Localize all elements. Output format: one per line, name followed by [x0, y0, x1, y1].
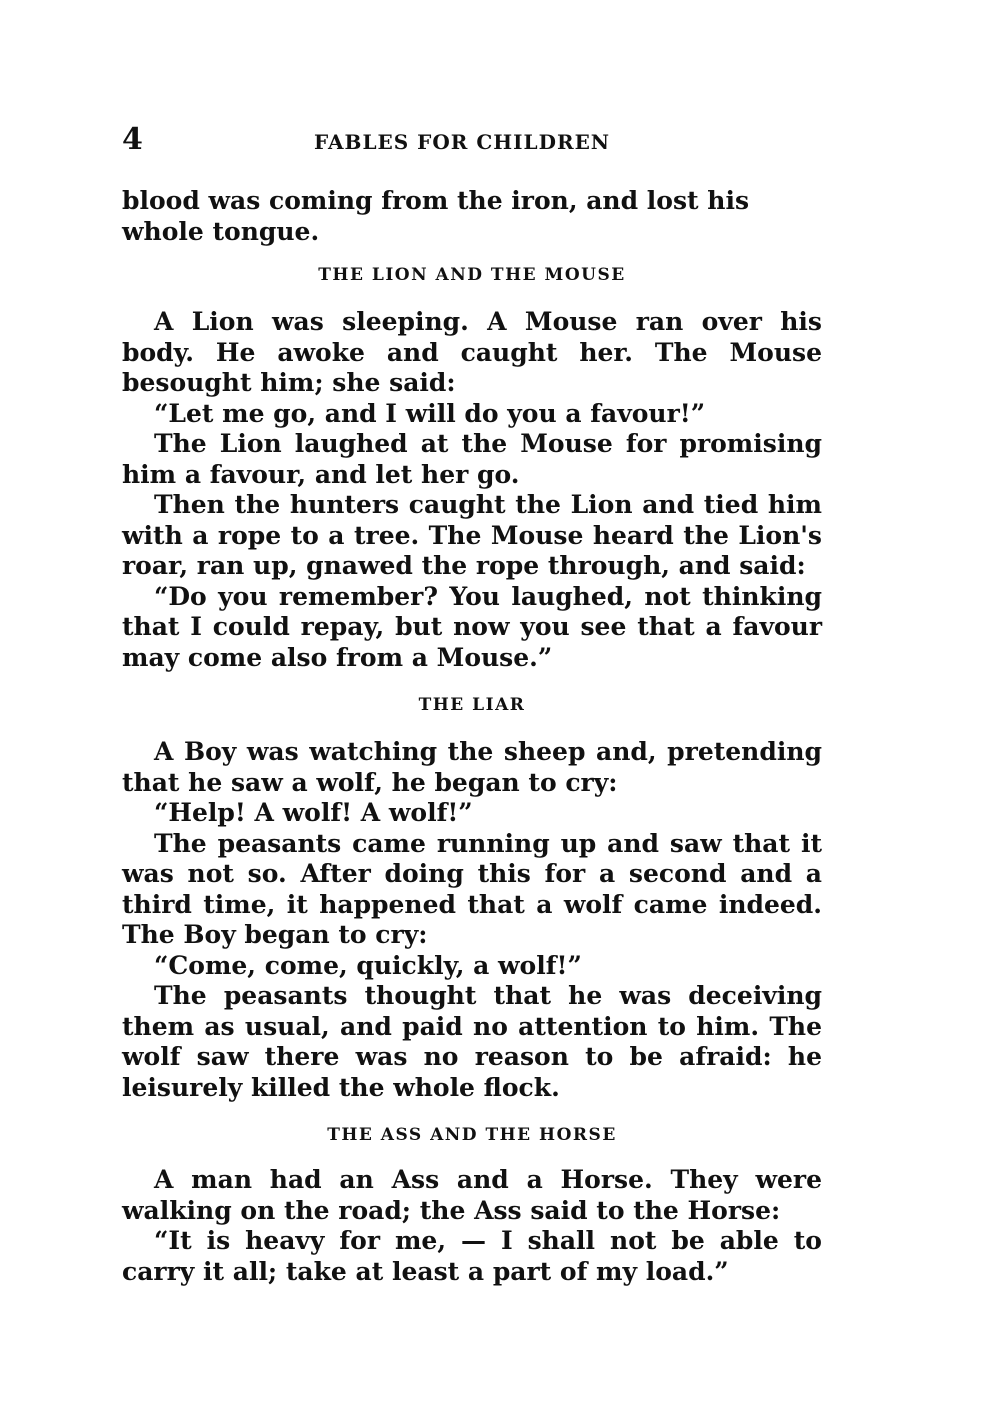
fable-title: THE ASS AND THE HORSE	[327, 1125, 617, 1145]
page-header	[122, 122, 822, 162]
paragraph: “Let me go, and I will do you a favour!”	[154, 398, 706, 428]
paragraph: A Lion was sleeping. A Mouse ran over his body. He awoke and caught her. The Mouse besought him; she said:	[122, 307, 822, 397]
paragraph: A man had an Ass and a Horse. They were walking on the road; the Ass said to the Horse:	[122, 1165, 822, 1225]
paragraph: “Come, come, quickly, a wolf!”	[154, 950, 582, 980]
fable-title: THE LION AND THE MOUSE	[318, 265, 626, 285]
paragraph: “Do you remember? You laughed, not thinking that I could repay, but now you see that a favour may come also from a Mouse.”	[122, 581, 822, 672]
page-body	[122, 186, 822, 1287]
paragraph: The peasants came running up and saw that it was not so. After doing this for a second and a third time, it happened that a wolf came indeed. The Boy began to cry:	[122, 828, 822, 949]
fable-title: THE LIAR	[418, 695, 526, 715]
paragraph: “Help! A wolf! A wolf!”	[154, 798, 473, 827]
paragraph: Then the hunters caught the Lion and tied him with a rope to a tree. The Mouse heard the Lion's roar, ran up, gnawed the rope through, and said:	[122, 490, 822, 580]
paragraph: “It is heavy for me, — I shall not be able to carry it all; take at least a part of my load.”	[122, 1226, 822, 1286]
paragraph: The peasants thought that he was deceiving them as usual, and paid no attention to him. The wolf saw there was no reason to be afraid: he leisurely killed the whole flock.	[122, 981, 822, 1102]
continuation-paragraph: blood was coming from the iron, and lost his whole tongue.	[122, 186, 750, 246]
running-head: FABLES FOR CHILDREN	[314, 130, 611, 154]
page-number: 4	[122, 122, 143, 157]
paragraph: A Boy was watching the sheep and, pretending that he saw a wolf, he began to cry:	[122, 737, 822, 797]
paragraph: The Lion laughed at the Mouse for promising him a favour, and let her go.	[122, 429, 822, 489]
